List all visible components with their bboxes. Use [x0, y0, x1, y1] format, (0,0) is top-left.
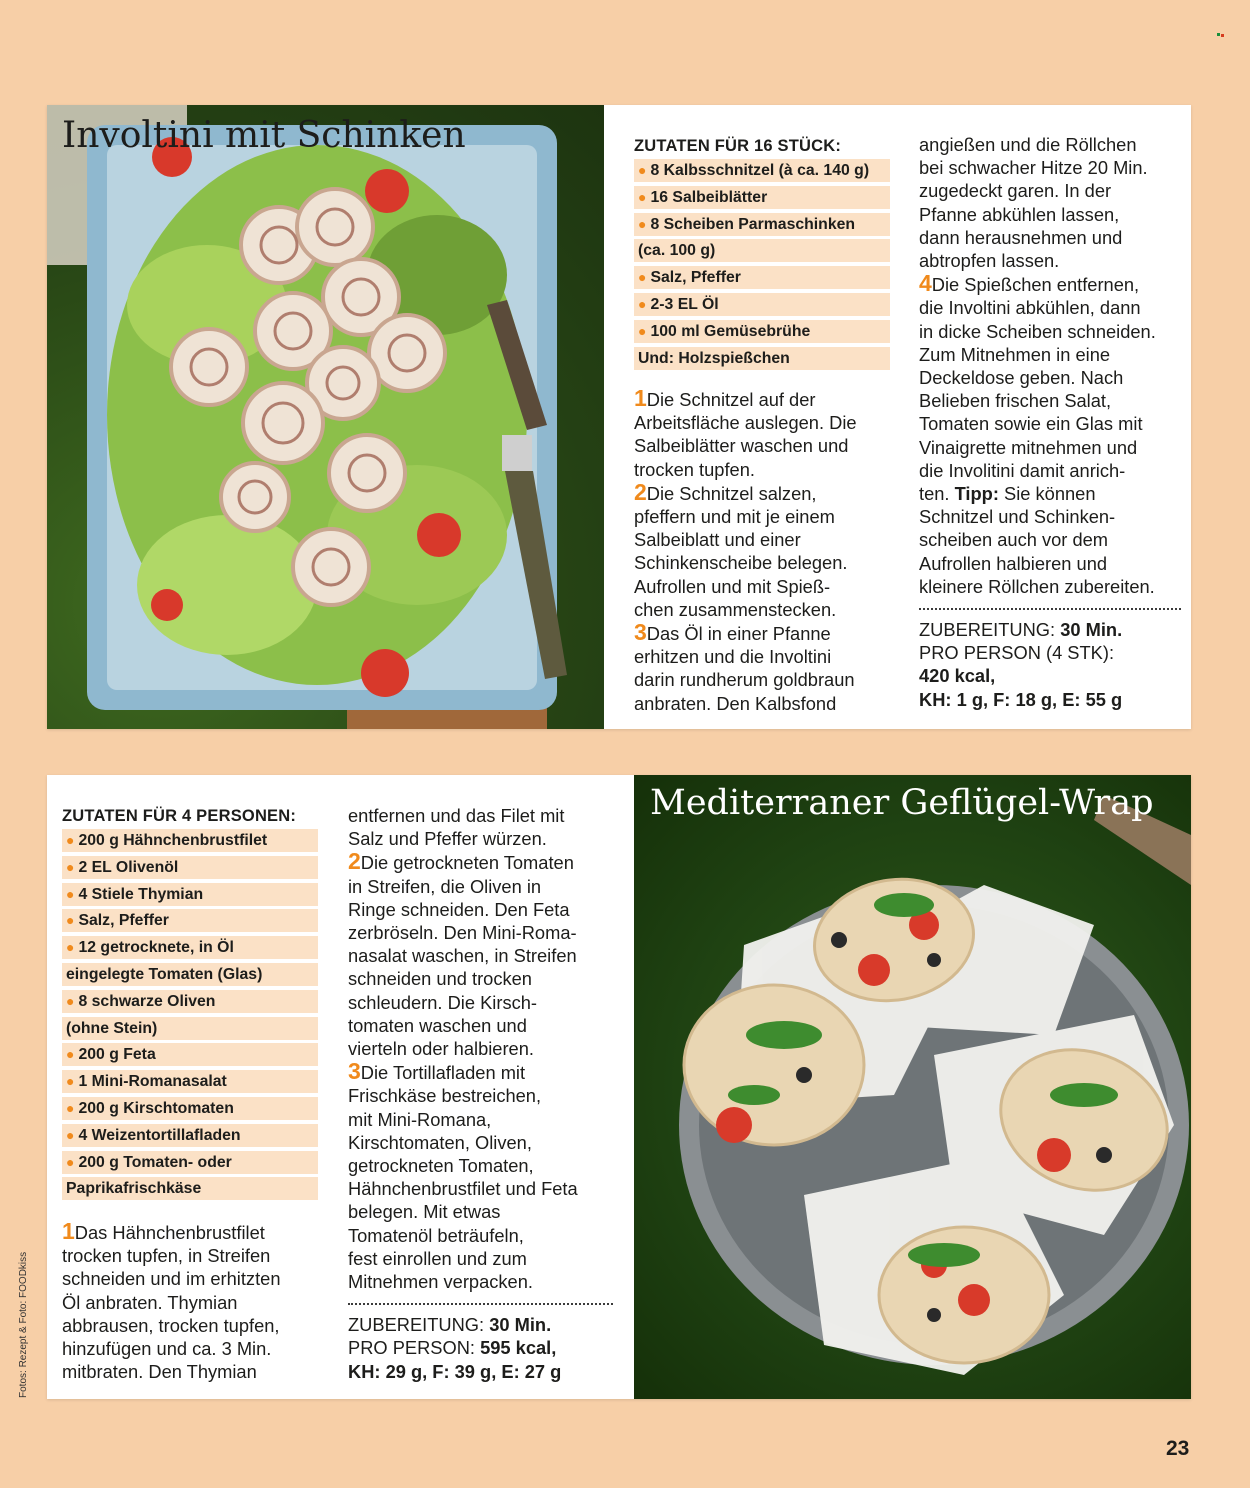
ingredient-item — [62, 1097, 318, 1120]
step-line — [634, 575, 894, 598]
step-line — [919, 482, 1181, 505]
step-text: Das Öl in einer Pfanne — [646, 623, 831, 645]
step-text: abbrausen, trocken tupfen, — [62, 1314, 280, 1336]
corner-mark — [1217, 33, 1225, 38]
step-line — [348, 875, 613, 898]
step-text: Salbeiblatt und einer — [634, 529, 801, 551]
step-text: Die Schnitzel auf der — [646, 389, 816, 410]
ingredient-text: eingelegte Tomaten (Glas) — [66, 965, 263, 983]
ingredient-text: 8 Kalbsschnitzel (à ca. 140 g) — [650, 162, 870, 179]
kcal-value: 420 kcal, — [919, 665, 996, 687]
ingredient-text: 8 Scheiben Parmaschinken — [650, 215, 856, 233]
step-text: Zum Mitnehmen in eine — [919, 343, 1111, 365]
ingredient-item — [634, 213, 890, 236]
steps-column-1 — [62, 1220, 322, 1383]
steps-column-1 — [634, 387, 894, 715]
step-text: in dicke Scheiben schneiden. — [919, 320, 1156, 342]
step-line — [634, 505, 894, 528]
photo-credit: Fotos: Rezept & Foto: FOODkiss — [18, 1251, 29, 1398]
step-line — [919, 249, 1181, 272]
bullet-icon: ● — [66, 1099, 75, 1116]
step-text: Kirschtomaten, Oliven, — [348, 1131, 532, 1153]
step-line — [634, 551, 894, 574]
step-text: getrockneten Tomaten, — [348, 1155, 534, 1177]
step-number: 1 — [634, 385, 647, 411]
step-text: Die Schnitzel salzen, — [646, 482, 817, 504]
ingredient-item — [62, 1017, 318, 1040]
ingredient-text: 16 Salbeiblätter — [650, 188, 768, 206]
ingredient-item — [634, 320, 890, 343]
step-text: bei schwacher Hitze 20 Min. — [919, 157, 1148, 179]
wrap-illustration — [634, 775, 1191, 1399]
step-line — [348, 1177, 613, 1200]
step-number: 3 — [634, 619, 647, 646]
step-line — [348, 827, 613, 850]
step-text: hinzufügen und ca. 3 Min. — [62, 1338, 272, 1360]
recipe-card-involtini — [47, 105, 1191, 729]
step-text: Tomaten sowie ein Glas mit — [919, 413, 1143, 435]
step-line — [919, 575, 1181, 598]
step-line — [634, 668, 894, 691]
bullet-icon: ● — [66, 912, 75, 929]
step-line — [634, 434, 894, 457]
step-text: Pfanne abkühlen lassen, — [919, 203, 1120, 225]
step-number: 2 — [634, 478, 647, 505]
ingredient-text: 2-3 EL Öl — [650, 295, 719, 313]
separator-line — [348, 1303, 613, 1305]
step-line — [348, 1224, 613, 1247]
step-line — [348, 850, 613, 874]
ingredient-text: 4 Weizentortillafladen — [78, 1126, 241, 1144]
step-text: Salz und Pfeffer würzen. — [348, 828, 547, 850]
bullet-icon: ● — [66, 939, 75, 956]
ingredient-item — [62, 1070, 318, 1093]
step-text: die Involtini abkühlen, dann — [919, 297, 1141, 319]
step-text: vierteln oder halbieren. — [348, 1038, 534, 1060]
step-line — [348, 1270, 613, 1293]
step-text: erhitzen und die Involtini — [634, 646, 832, 668]
step-text: trocken tupfen. — [634, 458, 755, 480]
step-line — [919, 320, 1181, 343]
step-line — [919, 552, 1181, 575]
step-line — [919, 412, 1181, 435]
step-text: ten. — [919, 483, 950, 505]
recipe-title: Involtini mit Schinken — [62, 115, 466, 156]
step-text: chen zusammenstecken. — [634, 598, 837, 620]
step-text: schneiden und trocken — [348, 968, 532, 990]
step-text: Schnitzel und Schinken- — [919, 506, 1116, 528]
step-text: mit Mini-Romana, — [348, 1108, 492, 1130]
nutrients-value: KH: 1 g, F: 18 g, E: 55 g — [919, 688, 1123, 710]
step-text: abtropfen lassen. — [919, 250, 1060, 272]
steps-column-2 — [348, 804, 613, 1383]
step-line — [919, 156, 1181, 179]
step-text: Das Hähnchenbrustfilet — [74, 1222, 265, 1243]
step-text: dann herausnehmen und — [919, 226, 1123, 248]
step-text: scheiben auch vor dem — [919, 529, 1109, 551]
step-line — [919, 436, 1181, 459]
ingredient-item — [62, 1151, 318, 1174]
step-text: nasalat waschen, in Streifen — [348, 945, 577, 967]
bullet-icon: ● — [66, 1073, 75, 1090]
step-text: Arbeitsfläche auslegen. Die — [634, 412, 857, 434]
ingredient-text: (ca. 100 g) — [638, 242, 716, 260]
ingredient-list — [634, 133, 890, 373]
bullet-icon: ● — [638, 188, 647, 205]
step-line — [62, 1244, 322, 1267]
step-line — [62, 1314, 322, 1337]
step-text: schneiden und im erhitzten — [62, 1268, 281, 1290]
step-line — [348, 991, 613, 1014]
step-line — [634, 692, 894, 715]
step-text: die Involitini damit anrich- — [919, 459, 1126, 481]
bullet-icon: ● — [66, 1046, 75, 1063]
ingredient-text: 100 ml Gemüsebrühe — [650, 322, 811, 340]
step-text: Schinkenscheibe belegen. — [634, 552, 848, 574]
recipe-title: Mediterraner Geflügel-Wrap — [650, 783, 1154, 823]
ingredient-item — [634, 266, 890, 289]
prep-time: ZUBEREITUNG: 30 Min. — [919, 619, 1123, 641]
step-text: Aufrollen und mit Spieß- — [634, 575, 831, 597]
ingredient-item — [62, 829, 318, 852]
step-text: pfeffern und mit je einem — [634, 506, 835, 528]
step-text: Salbeiblätter waschen und — [634, 435, 849, 457]
step-line — [348, 1060, 613, 1084]
step-line — [919, 272, 1181, 296]
step-text: Öl anbraten. Thymian — [62, 1291, 238, 1313]
step-line — [919, 179, 1181, 202]
step-text: Hähnchenbrustfilet und Feta — [348, 1178, 578, 1200]
step-line — [634, 478, 894, 505]
ingredient-text: 1 Mini-Romanasalat — [78, 1073, 227, 1091]
step-line — [348, 1108, 613, 1131]
step-text: zerbröseln. Den Mini-Roma- — [348, 922, 577, 944]
step-line — [634, 387, 894, 411]
bullet-icon: ● — [66, 1126, 75, 1143]
ingredient-text: 200 g Tomaten- oder — [78, 1153, 232, 1171]
step-number: 4 — [919, 270, 932, 297]
bullet-icon: ● — [638, 162, 647, 178]
step-line — [62, 1360, 322, 1383]
step-line — [62, 1220, 322, 1244]
step-line — [348, 921, 613, 944]
step-line — [348, 898, 613, 921]
step-line — [348, 1084, 613, 1107]
step-text: Ringe schneiden. Den Feta — [348, 898, 570, 920]
step-line — [348, 1247, 613, 1270]
ingredient-item — [634, 239, 890, 262]
step-text: zugedeckt garen. In der — [919, 180, 1112, 202]
ingredient-text: Und: Holzspießchen — [638, 349, 790, 367]
ingredient-item — [62, 883, 318, 906]
step-text: belegen. Mit etwas — [348, 1201, 501, 1223]
step-text: trocken tupfen, in Streifen — [62, 1245, 271, 1267]
bullet-icon: ● — [66, 832, 75, 848]
step-text: anbraten. Den Kalbsfond — [634, 692, 837, 714]
step-text: Mitnehmen verpacken. — [348, 1271, 533, 1293]
bullet-icon: ● — [66, 885, 75, 902]
step-text: tomaten waschen und — [348, 1014, 527, 1036]
bullet-icon: ● — [638, 322, 647, 339]
bullet-icon: ● — [638, 269, 647, 286]
step-line — [348, 944, 613, 967]
step-line — [348, 1014, 613, 1037]
step-line — [62, 1267, 322, 1290]
ingredient-list — [62, 803, 318, 1204]
step-line — [919, 343, 1181, 366]
step-text: Sie können — [998, 483, 1096, 505]
step-text: Aufrollen halbieren und — [919, 552, 1108, 574]
nutrients-value: KH: 29 g, F: 39 g, E: 27 g — [348, 1360, 562, 1382]
step-line — [919, 133, 1181, 156]
step-text: Tomatenöl beträufeln, — [348, 1224, 524, 1246]
step-number: 1 — [62, 1218, 75, 1244]
ingredient-item — [62, 936, 318, 959]
ingredient-item — [62, 963, 318, 986]
step-line — [634, 598, 894, 621]
step-line — [62, 1337, 322, 1360]
step-line — [919, 203, 1181, 226]
step-text: in Streifen, die Oliven in — [348, 875, 542, 897]
page-number: 23 — [1166, 1437, 1190, 1460]
step-number: 3 — [348, 1058, 361, 1085]
bullet-icon: ● — [638, 215, 647, 232]
step-text: kleinere Röllchen zubereiten. — [919, 575, 1155, 597]
step-text: Die Tortillafladen mit — [360, 1062, 526, 1084]
step-line — [348, 804, 613, 827]
step-text: Vinaigrette mitnehmen und — [919, 436, 1138, 458]
ingredients-heading: ZUTATEN FÜR 16 STÜCK: — [634, 137, 842, 155]
step-line — [919, 366, 1181, 389]
tip-label: Tipp: — [954, 483, 999, 505]
step-line — [348, 1200, 613, 1223]
step-line — [919, 389, 1181, 412]
step-line — [348, 1154, 613, 1177]
step-text: darin rundherum goldbraun — [634, 669, 855, 691]
ingredient-text: Paprikafrischkäse — [66, 1180, 202, 1198]
recipe-card-wrap — [47, 775, 1191, 1399]
step-text: angießen und die Röllchen — [919, 134, 1137, 155]
step-text: Die Spießchen entfernen, — [931, 274, 1140, 296]
per-person-line: PRO PERSON: 595 kcal, — [348, 1337, 557, 1359]
step-line — [919, 296, 1181, 319]
ingredient-text: 8 schwarze Oliven — [78, 992, 216, 1010]
wrap-photo — [634, 775, 1191, 1399]
step-line — [348, 1037, 613, 1060]
separator-line — [919, 608, 1181, 610]
bullet-icon: ● — [66, 1153, 75, 1170]
ingredient-text: 200 g Kirschtomaten — [78, 1099, 234, 1117]
ingredient-item — [62, 1124, 318, 1147]
ingredient-item — [634, 186, 890, 209]
step-text: schleudern. Die Kirsch- — [348, 991, 537, 1013]
step-text: fest einrollen und zum — [348, 1247, 527, 1269]
ingredient-item — [62, 990, 318, 1013]
ingredient-text: 4 Stiele Thymian — [78, 885, 204, 903]
ingredient-item — [634, 293, 890, 316]
bullet-icon: ● — [638, 295, 647, 312]
steps-column-2 — [919, 133, 1181, 711]
ingredient-item — [62, 909, 318, 932]
ingredient-text: 12 getrocknete, in Öl — [78, 939, 234, 957]
step-line — [919, 528, 1181, 551]
ingredient-item — [62, 1043, 318, 1066]
step-text: mitbraten. Den Thymian — [62, 1361, 257, 1383]
ingredient-text: 2 EL Olivenöl — [78, 858, 179, 876]
step-line — [634, 621, 894, 645]
step-line — [62, 1291, 322, 1314]
step-line — [919, 459, 1181, 482]
step-line — [919, 226, 1181, 249]
involtini-illustration — [47, 105, 604, 729]
ingredient-text: (ohne Stein) — [66, 1019, 158, 1037]
step-text: Belieben frischen Salat, — [919, 390, 1112, 412]
ingredient-item — [634, 159, 890, 182]
step-text: entfernen und das Filet mit — [348, 805, 565, 826]
ingredient-text: Salz, Pfeffer — [78, 912, 169, 930]
step-line — [919, 505, 1181, 528]
step-number: 2 — [348, 848, 361, 875]
ingredient-text: 200 g Hähnchenbrustfilet — [78, 832, 268, 849]
ingredient-text: Salz, Pfeffer — [650, 269, 741, 287]
step-line — [634, 528, 894, 551]
ingredients-heading: ZUTATEN FÜR 4 PERSONEN: — [62, 807, 297, 825]
step-line — [634, 411, 894, 434]
bullet-icon: ● — [66, 992, 75, 1009]
per-person-label: PRO PERSON (4 STK): — [919, 642, 1115, 664]
step-text: Frischkäse bestreichen, — [348, 1085, 542, 1107]
prep-time: ZUBEREITUNG: 30 Min. — [348, 1314, 552, 1336]
step-text: Deckeldose geben. Nach — [919, 367, 1124, 389]
step-line — [634, 458, 894, 481]
ingredient-text: 200 g Feta — [78, 1046, 156, 1064]
ingredient-item — [62, 856, 318, 879]
bullet-icon: ● — [66, 858, 75, 875]
step-line — [348, 1131, 613, 1154]
step-text: Die getrockneten Tomaten — [360, 852, 574, 874]
step-line — [634, 645, 894, 668]
ingredient-item — [634, 347, 890, 370]
involtini-photo — [47, 105, 604, 729]
ingredient-item — [62, 1177, 318, 1200]
step-line — [348, 967, 613, 990]
